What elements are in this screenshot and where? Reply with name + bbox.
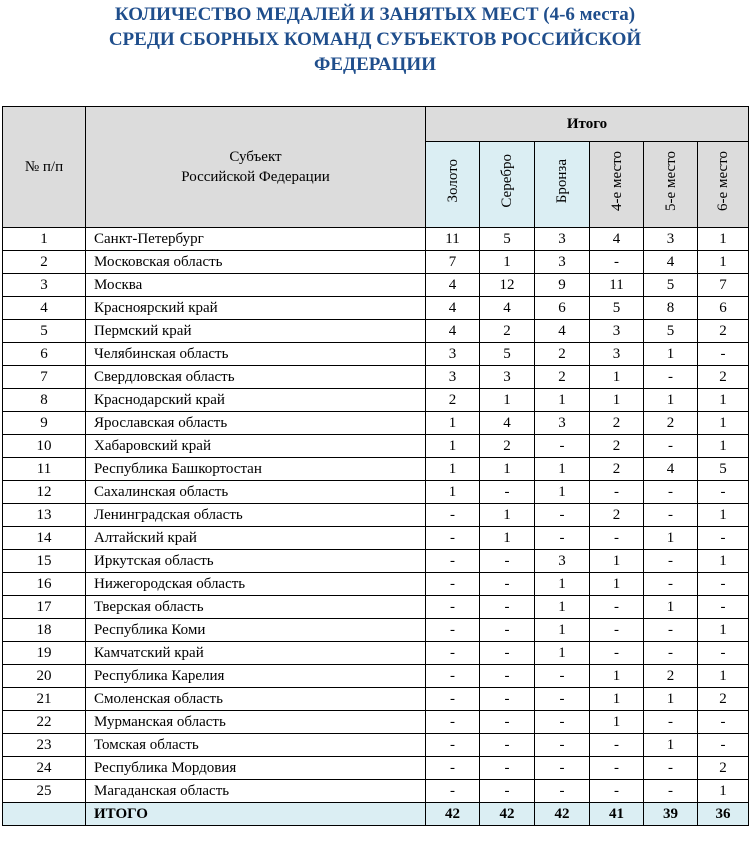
row-gold: 4 (426, 274, 480, 297)
row-place-5: 2 (644, 665, 698, 688)
row-place-4: - (590, 481, 644, 504)
row-place-5: - (644, 711, 698, 734)
row-gold: 7 (426, 251, 480, 274)
row-bronze: 3 (535, 412, 590, 435)
table-body (3, 228, 749, 803)
row-place-4: 3 (590, 320, 644, 343)
table-row (3, 228, 749, 251)
header-place-4 (590, 142, 644, 228)
table-row (3, 688, 749, 711)
row-silver: 5 (480, 228, 535, 251)
summary-gold: 42 (426, 803, 480, 826)
table-row (3, 504, 749, 527)
row-silver: 1 (480, 527, 535, 550)
row-subject-name: Ленинградская область (86, 504, 426, 527)
row-place-5: - (644, 780, 698, 803)
row-place-6: 1 (698, 619, 749, 642)
row-number: 23 (3, 734, 86, 757)
row-place-4: - (590, 757, 644, 780)
header-place-6 (698, 142, 749, 228)
row-silver: 1 (480, 389, 535, 412)
row-place-6: - (698, 573, 749, 596)
row-place-4: 1 (590, 665, 644, 688)
header-gold-label: Золото (444, 159, 461, 203)
row-subject-name: Магаданская область (86, 780, 426, 803)
row-number: 11 (3, 458, 86, 481)
row-silver: - (480, 642, 535, 665)
row-number: 7 (3, 366, 86, 389)
row-gold: - (426, 665, 480, 688)
summary-silver: 42 (480, 803, 535, 826)
row-place-4: 2 (590, 458, 644, 481)
row-gold: - (426, 596, 480, 619)
table-row (3, 596, 749, 619)
row-bronze: 3 (535, 550, 590, 573)
row-bronze: 1 (535, 596, 590, 619)
row-bronze: 3 (535, 251, 590, 274)
row-gold: - (426, 527, 480, 550)
row-place-6: 2 (698, 688, 749, 711)
row-place-5: - (644, 435, 698, 458)
row-subject-name: Тверская область (86, 596, 426, 619)
row-bronze: - (535, 527, 590, 550)
table-row (3, 458, 749, 481)
row-place-5: - (644, 757, 698, 780)
row-silver: 3 (480, 366, 535, 389)
title-line-1: КОЛИЧЕСТВО МЕДАЛЕЙ И ЗАНЯТЫХ МЕСТ (4-6 места) (114, 4, 636, 25)
row-place-4: - (590, 619, 644, 642)
summary-place-4: 41 (590, 803, 644, 826)
table-row (3, 619, 749, 642)
row-number: 19 (3, 642, 86, 665)
header-place-5-label: 5-е место (662, 151, 679, 211)
row-place-6: 7 (698, 274, 749, 297)
row-place-5: 1 (644, 596, 698, 619)
row-number: 4 (3, 297, 86, 320)
row-silver: 12 (480, 274, 535, 297)
row-subject-name: Красноярский край (86, 297, 426, 320)
row-place-6: 2 (698, 757, 749, 780)
row-place-5: 5 (644, 320, 698, 343)
table-row (3, 734, 749, 757)
row-place-6: 1 (698, 389, 749, 412)
row-place-5: 3 (644, 228, 698, 251)
row-bronze: 1 (535, 389, 590, 412)
row-gold: 1 (426, 481, 480, 504)
row-place-4: 1 (590, 573, 644, 596)
row-bronze: 1 (535, 573, 590, 596)
header-place-4-label: 4-е место (608, 151, 625, 211)
row-bronze: 2 (535, 366, 590, 389)
title-line-3: ФЕДЕРАЦИИ (314, 54, 436, 75)
row-place-5: - (644, 366, 698, 389)
row-place-5: 5 (644, 274, 698, 297)
row-bronze: 3 (535, 228, 590, 251)
row-place-4: 1 (590, 366, 644, 389)
header-subject (86, 107, 426, 228)
row-subject-name: Томская область (86, 734, 426, 757)
summary-num-cell (3, 803, 86, 826)
header-num: № п/п (3, 107, 86, 228)
row-subject-name: Краснодарский край (86, 389, 426, 412)
summary-place-5: 39 (644, 803, 698, 826)
row-place-4: 3 (590, 343, 644, 366)
row-silver: - (480, 619, 535, 642)
row-place-4: - (590, 780, 644, 803)
row-silver: 4 (480, 412, 535, 435)
row-bronze: 2 (535, 343, 590, 366)
header-row-1 (3, 107, 749, 142)
row-place-5: 1 (644, 688, 698, 711)
row-place-4: - (590, 734, 644, 757)
row-silver: - (480, 481, 535, 504)
table-row (3, 573, 749, 596)
row-bronze: 6 (535, 297, 590, 320)
row-bronze: 1 (535, 619, 590, 642)
row-silver: - (480, 688, 535, 711)
summary-bronze: 42 (535, 803, 590, 826)
row-number: 9 (3, 412, 86, 435)
row-place-6: - (698, 527, 749, 550)
row-subject-name: Мурманская область (86, 711, 426, 734)
row-subject-name: Республика Коми (86, 619, 426, 642)
row-bronze: - (535, 688, 590, 711)
row-silver: - (480, 665, 535, 688)
row-subject-name: Камчатский край (86, 642, 426, 665)
row-gold: - (426, 688, 480, 711)
row-subject-name: Республика Башкортостан (86, 458, 426, 481)
row-subject-name: Московская область (86, 251, 426, 274)
row-gold: 1 (426, 458, 480, 481)
row-bronze: - (535, 711, 590, 734)
row-bronze: 1 (535, 458, 590, 481)
row-place-6: 1 (698, 435, 749, 458)
row-place-5: - (644, 619, 698, 642)
row-place-6: 1 (698, 665, 749, 688)
row-bronze: - (535, 780, 590, 803)
table-row (3, 665, 749, 688)
row-place-6: - (698, 642, 749, 665)
header-place-5 (644, 142, 698, 228)
table-row (3, 711, 749, 734)
row-place-6: 5 (698, 458, 749, 481)
summary-row (3, 803, 749, 826)
row-place-5: 1 (644, 527, 698, 550)
row-silver: 5 (480, 343, 535, 366)
row-place-4: - (590, 596, 644, 619)
row-number: 8 (3, 389, 86, 412)
table-row (3, 527, 749, 550)
table-row (3, 642, 749, 665)
row-place-4: 1 (590, 688, 644, 711)
row-place-4: 2 (590, 412, 644, 435)
row-gold: 1 (426, 435, 480, 458)
row-gold: - (426, 550, 480, 573)
table-row (3, 320, 749, 343)
row-number: 1 (3, 228, 86, 251)
row-number: 5 (3, 320, 86, 343)
row-gold: 4 (426, 320, 480, 343)
row-number: 2 (3, 251, 86, 274)
row-gold: 3 (426, 343, 480, 366)
row-subject-name: Санкт-Петербург (86, 228, 426, 251)
row-place-6: 6 (698, 297, 749, 320)
row-gold: - (426, 619, 480, 642)
row-silver: - (480, 711, 535, 734)
row-place-6: 1 (698, 251, 749, 274)
table-row (3, 251, 749, 274)
row-silver: - (480, 734, 535, 757)
row-number: 25 (3, 780, 86, 803)
header-silver (480, 142, 535, 228)
header-bronze (535, 142, 590, 228)
row-silver: 1 (480, 458, 535, 481)
header-place-6-label: 6-е место (715, 151, 732, 211)
row-silver: 4 (480, 297, 535, 320)
row-place-4: - (590, 527, 644, 550)
row-bronze: 1 (535, 642, 590, 665)
row-subject-name: Республика Мордовия (86, 757, 426, 780)
row-place-5: 1 (644, 734, 698, 757)
table-row (3, 389, 749, 412)
row-gold: - (426, 757, 480, 780)
row-silver: - (480, 757, 535, 780)
row-place-4: 5 (590, 297, 644, 320)
row-silver: 1 (480, 251, 535, 274)
page-title (0, 2, 750, 77)
row-number: 6 (3, 343, 86, 366)
table-row (3, 366, 749, 389)
row-place-5: 1 (644, 389, 698, 412)
row-bronze: - (535, 757, 590, 780)
row-bronze: - (535, 665, 590, 688)
row-number: 20 (3, 665, 86, 688)
row-number: 17 (3, 596, 86, 619)
row-bronze: - (535, 504, 590, 527)
row-place-5: 2 (644, 412, 698, 435)
row-bronze: - (535, 734, 590, 757)
table-row (3, 274, 749, 297)
row-number: 16 (3, 573, 86, 596)
row-subject-name: Смоленская область (86, 688, 426, 711)
row-gold: 11 (426, 228, 480, 251)
row-subject-name: Пермский край (86, 320, 426, 343)
row-place-6: 2 (698, 366, 749, 389)
row-silver: - (480, 780, 535, 803)
row-gold: 3 (426, 366, 480, 389)
row-place-5: - (644, 481, 698, 504)
row-number: 22 (3, 711, 86, 734)
row-subject-name: Ярославская область (86, 412, 426, 435)
row-bronze: 4 (535, 320, 590, 343)
row-subject-name: Сахалинская область (86, 481, 426, 504)
summary-place-6: 36 (698, 803, 749, 826)
header-bronze-label: Бронза (554, 158, 570, 204)
row-bronze: 1 (535, 481, 590, 504)
row-subject-name: Хабаровский край (86, 435, 426, 458)
row-number: 24 (3, 757, 86, 780)
table-row (3, 481, 749, 504)
row-place-6: 1 (698, 550, 749, 573)
row-gold: - (426, 573, 480, 596)
row-bronze: 9 (535, 274, 590, 297)
title-line-2: СРЕДИ СБОРНЫХ КОМАНД СУБЪЕКТОВ РОССИЙСКОЙ (108, 29, 642, 50)
row-place-4: - (590, 251, 644, 274)
row-number: 18 (3, 619, 86, 642)
row-silver: - (480, 596, 535, 619)
row-place-4: 4 (590, 228, 644, 251)
summary-label: ИТОГО (86, 803, 426, 826)
row-gold: - (426, 504, 480, 527)
row-place-6: - (698, 596, 749, 619)
row-place-4: 11 (590, 274, 644, 297)
table-row (3, 757, 749, 780)
row-gold: - (426, 734, 480, 757)
row-place-4: 1 (590, 389, 644, 412)
row-number: 15 (3, 550, 86, 573)
row-place-4: 2 (590, 435, 644, 458)
row-number: 10 (3, 435, 86, 458)
table-row (3, 343, 749, 366)
table-row (3, 412, 749, 435)
row-place-4: 1 (590, 550, 644, 573)
row-place-4: 1 (590, 711, 644, 734)
row-silver: 2 (480, 435, 535, 458)
header-gold (426, 142, 480, 228)
medals-table (2, 106, 749, 826)
row-subject-name: Алтайский край (86, 527, 426, 550)
row-place-6: - (698, 343, 749, 366)
row-place-4: - (590, 642, 644, 665)
row-place-5: 1 (644, 343, 698, 366)
row-place-6: - (698, 481, 749, 504)
row-gold: 1 (426, 412, 480, 435)
row-number: 12 (3, 481, 86, 504)
row-gold: 4 (426, 297, 480, 320)
table-row (3, 297, 749, 320)
row-place-6: 1 (698, 780, 749, 803)
table-row (3, 550, 749, 573)
table-row (3, 780, 749, 803)
row-subject-name: Иркутская область (86, 550, 426, 573)
row-place-5: 4 (644, 251, 698, 274)
row-place-6: - (698, 711, 749, 734)
row-place-6: 1 (698, 228, 749, 251)
row-bronze: - (535, 435, 590, 458)
header-subject-line-1: Субъект (229, 149, 282, 165)
row-place-5: - (644, 642, 698, 665)
row-number: 14 (3, 527, 86, 550)
row-place-5: 8 (644, 297, 698, 320)
row-place-6: 1 (698, 504, 749, 527)
row-number: 3 (3, 274, 86, 297)
header-total: Итого (426, 107, 749, 142)
row-silver: - (480, 573, 535, 596)
row-place-5: - (644, 550, 698, 573)
row-place-6: 1 (698, 412, 749, 435)
table-row (3, 435, 749, 458)
row-place-4: 2 (590, 504, 644, 527)
row-place-6: - (698, 734, 749, 757)
row-subject-name: Нижегородская область (86, 573, 426, 596)
row-place-6: 2 (698, 320, 749, 343)
row-subject-name: Свердловская область (86, 366, 426, 389)
row-number: 13 (3, 504, 86, 527)
row-number: 21 (3, 688, 86, 711)
row-silver: 2 (480, 320, 535, 343)
row-silver: - (480, 550, 535, 573)
row-silver: 1 (480, 504, 535, 527)
row-gold: 2 (426, 389, 480, 412)
row-gold: - (426, 780, 480, 803)
header-subject-line-2: Российской Федерации (181, 169, 330, 185)
row-place-5: - (644, 504, 698, 527)
row-place-5: 4 (644, 458, 698, 481)
row-place-5: - (644, 573, 698, 596)
row-subject-name: Челябинская область (86, 343, 426, 366)
row-subject-name: Республика Карелия (86, 665, 426, 688)
header-silver-label: Серебро (499, 154, 515, 208)
row-subject-name: Москва (86, 274, 426, 297)
row-gold: - (426, 711, 480, 734)
row-gold: - (426, 642, 480, 665)
